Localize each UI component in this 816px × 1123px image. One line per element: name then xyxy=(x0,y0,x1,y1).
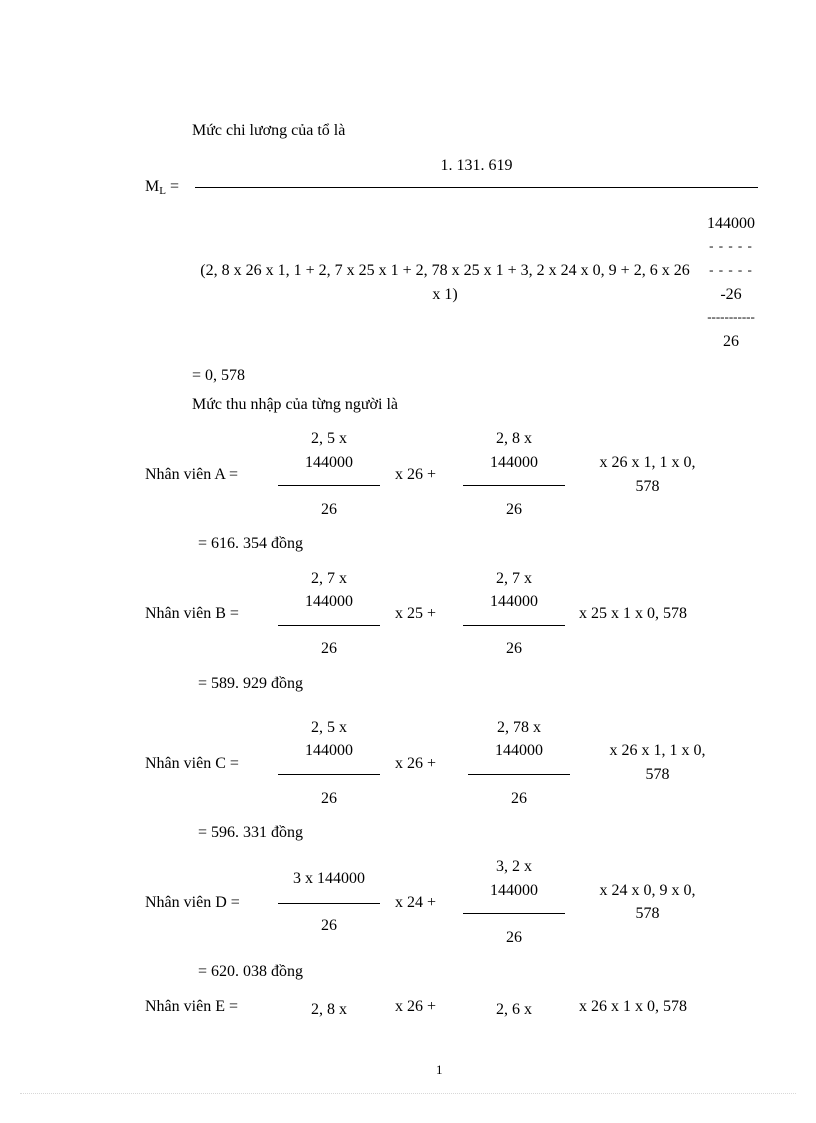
ml-right-dash-2: - - - - - xyxy=(709,262,753,277)
fraction2-bar xyxy=(463,913,565,914)
ml-right-dash-3: ----------- xyxy=(707,309,755,324)
fraction1-denominator: 26 xyxy=(321,790,337,807)
fraction2-denominator: 26 xyxy=(511,790,527,807)
fraction2-top: 2, 7 x xyxy=(496,570,532,587)
fraction1-bar xyxy=(278,485,380,486)
fraction1-mid: 144000 xyxy=(305,593,353,610)
tail-line2: 578 xyxy=(635,478,660,495)
employee-result: = 596. 331 đồng xyxy=(198,824,304,841)
operator: x 26 + xyxy=(395,998,437,1015)
fraction1-bar xyxy=(278,774,380,775)
page-number: 1 xyxy=(436,1062,443,1077)
tail-line1: x 26 x 1, 1 x 0, xyxy=(599,454,696,471)
tail-line1: x 26 x 1, 1 x 0, xyxy=(609,742,706,759)
employee-label: Nhân viên B = xyxy=(145,605,239,622)
fraction1-top: 2, 5 x xyxy=(311,430,347,447)
ml-right-top: 144000 xyxy=(707,215,755,232)
ml-fraction-bar xyxy=(195,187,758,188)
ml-label: $M_L$ = xyxy=(145,178,179,197)
page-edge-divider xyxy=(20,1093,796,1094)
fraction2-mid: 144000 xyxy=(490,882,538,899)
fraction2-mid: 144000 xyxy=(490,454,538,471)
ml-denominator-line1: (2, 8 x 26 x 1, 1 + 2, 7 x 25 x 1 + 2, 78 x 25 x 1 + 3, 2 x 24 x 0, 9 + 2, 6 x 26 xyxy=(200,262,690,279)
fraction2-bar xyxy=(468,774,570,775)
fraction1-denominator: 26 xyxy=(321,640,337,657)
fraction1-mid: 144000 xyxy=(305,742,353,759)
fraction2-mid: 144000 xyxy=(495,742,543,759)
tail-line2: 578 xyxy=(635,905,660,922)
operator: x 26 + xyxy=(395,755,437,772)
fraction1-top: 3 x 144000 xyxy=(293,870,365,887)
ml-right-dash-1: - - - - - xyxy=(709,238,753,253)
fraction1-top: 2, 8 x xyxy=(311,1001,347,1018)
employee-result: = 620. 038 đồng xyxy=(198,963,304,980)
employee-label: Nhân viên C = xyxy=(145,755,239,772)
fraction2-denominator: 26 xyxy=(506,640,522,657)
tail-line1: x 25 x 1 x 0, 578 xyxy=(579,605,687,622)
fraction2-top: 2, 78 x xyxy=(497,719,541,736)
fraction2-top: 2, 8 x xyxy=(496,430,532,447)
ml-numerator: 1. 131. 619 xyxy=(440,157,513,174)
employee-result: = 616. 354 đồng xyxy=(198,535,304,552)
ml-right-mid: -26 xyxy=(720,286,742,303)
employee-result: = 589. 929 đồng xyxy=(198,675,304,692)
fraction1-denominator: 26 xyxy=(321,917,337,934)
operator: x 24 + xyxy=(395,894,437,911)
fraction2-top: 3, 2 x xyxy=(496,858,532,875)
tail-line2: 578 xyxy=(645,766,670,783)
fraction2-bar xyxy=(463,485,565,486)
ml-result: = 0, 578 xyxy=(192,367,246,384)
fraction1-top: 2, 7 x xyxy=(311,570,347,587)
fraction1-top: 2, 5 x xyxy=(311,719,347,736)
tail-line1: x 26 x 1 x 0, 578 xyxy=(579,998,687,1015)
operator: x 26 + xyxy=(395,466,437,483)
fraction2-top: 2, 6 x xyxy=(496,1001,532,1018)
fraction1-bar xyxy=(278,625,380,626)
fraction1-bar xyxy=(278,903,380,904)
tail-line1: x 24 x 0, 9 x 0, xyxy=(599,882,696,899)
employee-label: Nhân viên A = xyxy=(145,466,239,483)
employee-label: Nhân viên E = xyxy=(145,998,238,1015)
intro-text: Mức chi lương của tổ là xyxy=(192,122,346,139)
ml-denominator-line2: x 1) xyxy=(432,286,458,303)
fraction2-denominator: 26 xyxy=(506,929,522,946)
operator: x 25 + xyxy=(395,605,437,622)
fraction2-mid: 144000 xyxy=(490,593,538,610)
ml-right-bottom: 26 xyxy=(723,333,739,350)
fraction1-mid: 144000 xyxy=(305,454,353,471)
fraction1-denominator: 26 xyxy=(321,501,337,518)
employee-label: Nhân viên D = xyxy=(145,894,240,911)
fraction2-bar xyxy=(463,625,565,626)
income-intro: Mức thu nhập của từng người là xyxy=(192,396,398,413)
fraction2-denominator: 26 xyxy=(506,501,522,518)
